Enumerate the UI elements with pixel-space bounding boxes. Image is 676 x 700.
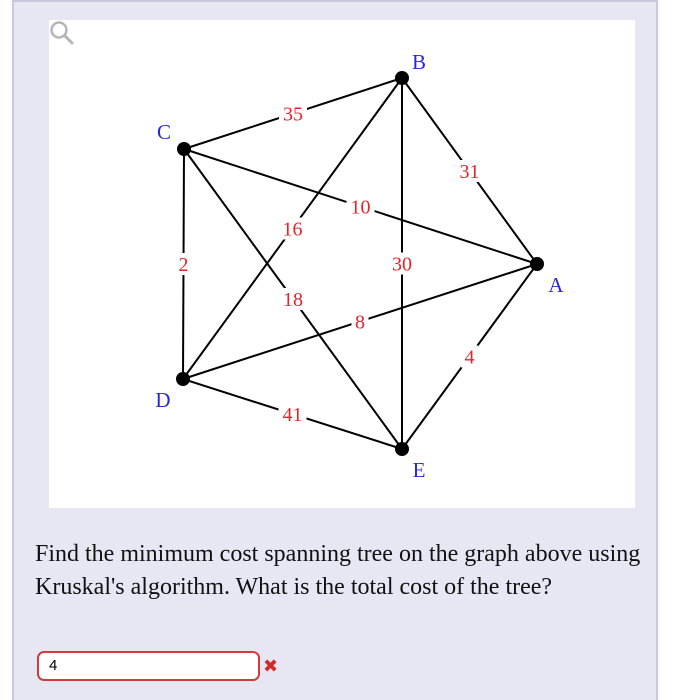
edge-weight-DA: 8	[355, 311, 365, 334]
node-C	[177, 142, 191, 156]
node-A	[530, 257, 544, 271]
node-label-E: E	[412, 458, 426, 482]
question-text: Find the minimum cost spanning tree on the graph above using Kruskal's algorithm. What is the total cost of the tree?	[35, 541, 641, 600]
edge-weight-CB: 35	[283, 103, 303, 126]
graph-figure	[49, 20, 635, 508]
edge-weight-CD: 2	[178, 254, 189, 276]
node-D	[176, 372, 190, 386]
edge-weight-DE: 41	[282, 404, 303, 426]
edge-weight-BE: 30	[392, 253, 412, 276]
incorrect-x-icon: ✖	[263, 656, 279, 677]
node-label-A: A	[548, 273, 564, 297]
node-E	[395, 442, 409, 456]
edge-weight-BA: 31	[459, 161, 480, 183]
edge-weight-CE: 18	[283, 289, 303, 311]
node-label-C: C	[156, 120, 172, 144]
answer-input[interactable]: 4	[37, 651, 260, 681]
node-B	[395, 71, 409, 85]
node-label-B: B	[411, 50, 427, 74]
edge-weight-AE: 4	[464, 346, 475, 369]
edge-weight-BD: 16	[282, 218, 303, 241]
graph-svg	[49, 20, 635, 508]
magnifier-icon[interactable]	[49, 20, 75, 46]
edge-weight-CA: 10	[350, 196, 371, 219]
node-label-D: D	[155, 388, 171, 412]
